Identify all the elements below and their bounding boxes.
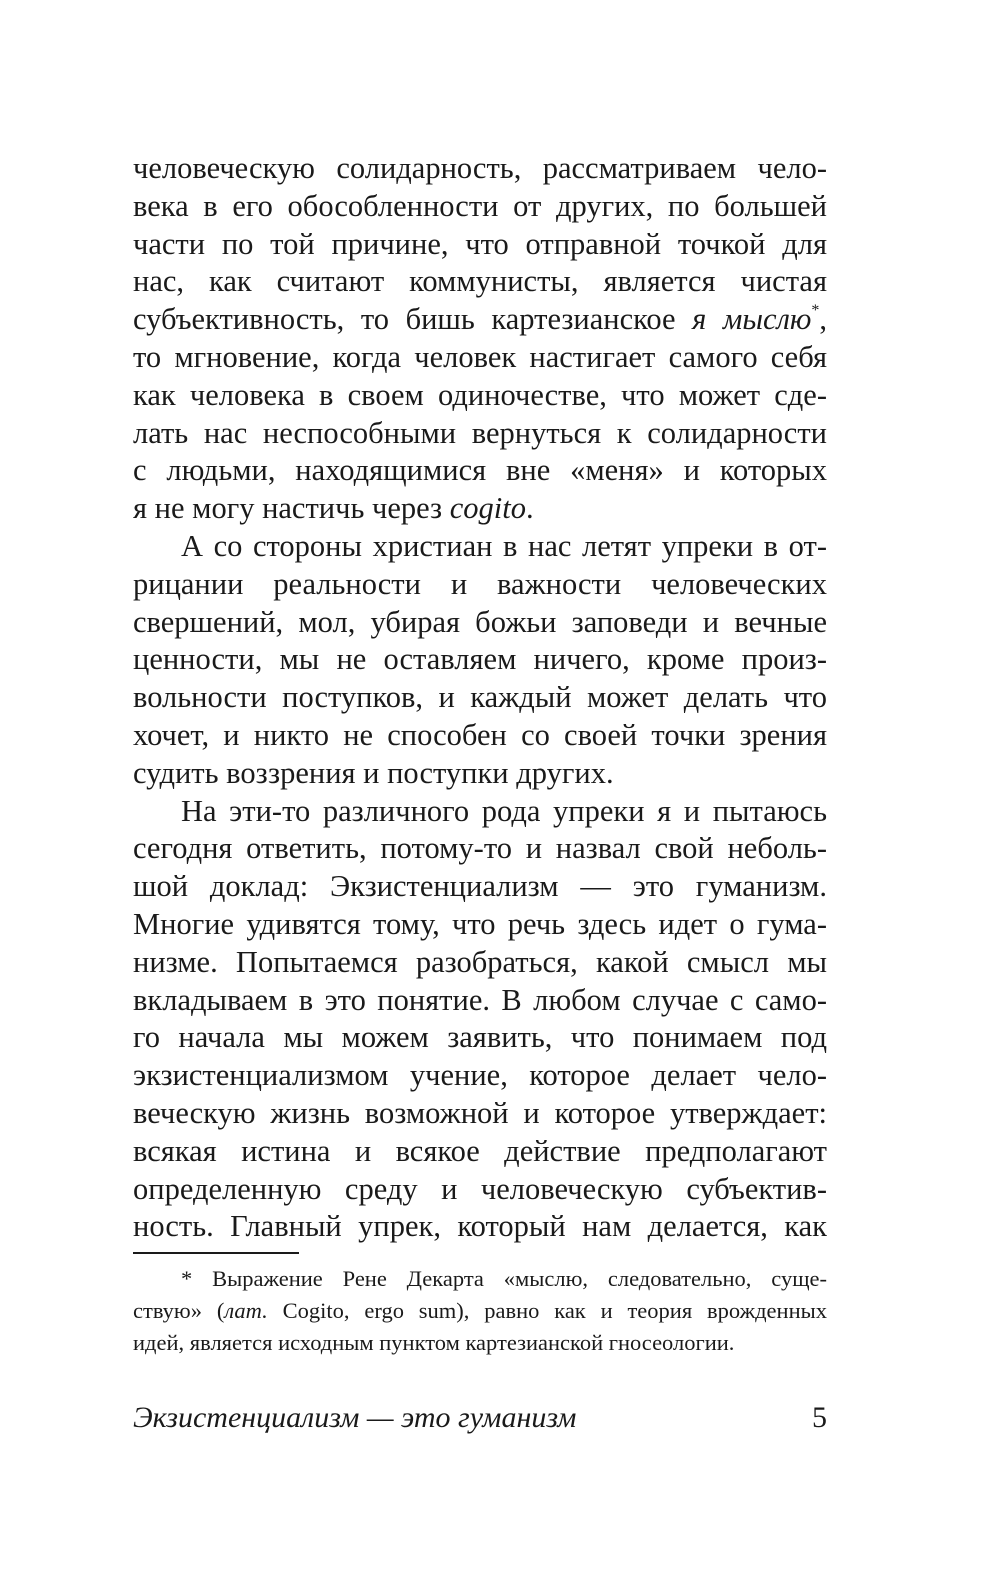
text-line: субъективность, то бишь картезианское я мыслю*, — [133, 302, 827, 337]
text-line: века в его обособленности от других, по большей — [133, 188, 827, 223]
footnote-line: ствую» (лат. Cogito, ergo sum), равно как и теория врожденных — [133, 1298, 827, 1323]
text-line: хочет, и никто не способен со своей точки зрения — [133, 717, 827, 752]
italic-abbrev: лат. — [224, 1298, 268, 1323]
running-title: Экзистенциализм — это гуманизм — [133, 1401, 577, 1434]
text-line: как человека в своем одиночестве, что может сде- — [133, 377, 827, 412]
text-line: шой доклад: Экзистенциализм — это гуманизм. — [133, 869, 827, 904]
text-line: На эти-то различного рода упреки я и пытаюсь — [181, 793, 827, 828]
text-line: веческую жизнь возможной и которое утверждает: — [133, 1095, 827, 1130]
text-line: А со стороны христиан в нас летят упреки в от- — [181, 528, 827, 563]
text-line: судить воззрения и поступки других. — [133, 755, 614, 790]
text-line: Многие удивятся тому, что речь здесь идет о гума- — [133, 906, 827, 941]
page-number: 5 — [812, 1401, 827, 1434]
footnote-mark: * — [811, 302, 820, 320]
main-text — [133, 150, 827, 1246]
page-body — [133, 150, 827, 1246]
footnote-line: идей, является исходным пунктом картезианской гносеологии. — [133, 1330, 735, 1355]
text-line: низме. Попытаемся разобраться, какой смысл мы — [133, 944, 827, 979]
text-line: я не могу настичь через cogito. — [133, 491, 534, 526]
text-line: всякая истина и всякое действие предполагают — [133, 1133, 827, 1168]
text-line: экзистенциализмом учение, которое делает чело- — [133, 1058, 827, 1093]
text-line: нас, как считают коммунисты, является чистая — [133, 264, 827, 299]
italic-phrase: я мыслю — [692, 302, 812, 337]
text-line: сегодня ответить, потому-то и назвал свой неболь- — [133, 831, 827, 866]
text-line: лать нас неспособными вернуться к солидарности — [133, 415, 827, 450]
footnote-line: * Выражение Рене Декарта «мыслю, следовательно, суще- — [181, 1266, 827, 1291]
text-line: свершений, мол, убирая божьи заповеди и вечные — [133, 604, 827, 639]
text-line: вольности поступков, и каждый может делать что — [133, 680, 827, 715]
paragraph-2 — [133, 528, 827, 793]
text-line: части по той причине, что отправной точкой для — [133, 226, 827, 261]
text-line: рицании реальности и важности человеческих — [133, 566, 827, 601]
paragraph-3 — [133, 793, 827, 1247]
text-line: то мгновение, когда человек настигает самого себя — [133, 339, 827, 374]
running-footer — [133, 1398, 827, 1438]
text-line: человеческую солидарность, рассматриваем чело- — [133, 151, 827, 185]
text-line: ность. Главный упрек, который нам делается, как — [133, 1209, 827, 1244]
paragraph-1 — [133, 150, 827, 528]
text-line: определенную среду и человеческую субъектив- — [133, 1171, 827, 1206]
footnote — [133, 1263, 827, 1359]
text-line: с людьми, находящимися вне «меня» и которых — [133, 453, 827, 488]
text-line: вкладываем в это понятие. В любом случае с само- — [133, 982, 827, 1017]
text-line: го начала мы можем заявить, что понимаем под — [133, 1020, 827, 1055]
text-line: ценности, мы не оставляем ничего, кроме произ- — [133, 642, 827, 677]
footnote-divider — [133, 1252, 299, 1254]
italic-phrase: cogito — [449, 491, 526, 526]
